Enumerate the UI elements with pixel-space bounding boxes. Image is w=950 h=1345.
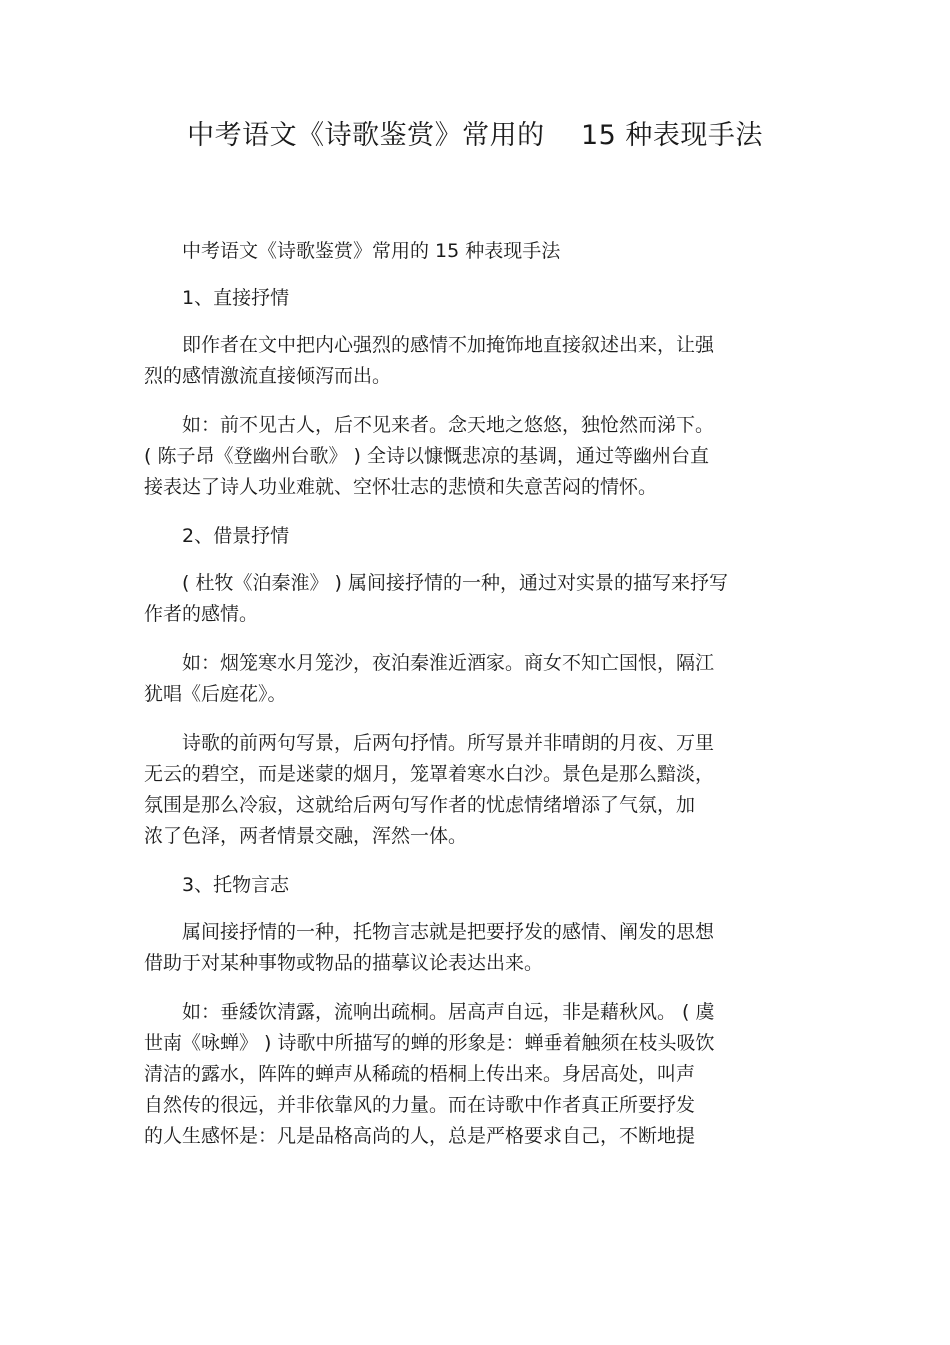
paragraph: 如：前不见古人，后不见来者。念天地之悠悠，独怆然而涕下。 ( 陈子昂《登幽州台歌》 ) 全诗以慷慨悲凉的基调，通过等幽州台直 接表达了诗人功业难就、空怀壮志的悲愤和失意苦闷的情怀。 (144, 414, 715, 498)
section-title: 中考语文《诗歌鉴赏》常用的 15 种表现手法 (182, 240, 561, 262)
paragraph: 诗歌的前两句写景，后两句抒情。所写景并非晴朗的月夜、万里 无云的碧空，而是迷蒙的烟月，笼罩着寒水白沙。景色是那么黯淡， 氛围是那么冷寂，这就给后两句写作者的忧虑情绪增添了气氛，加 浓了色泽，两者情景交融，浑然一体。 (144, 732, 715, 847)
section-heading-2: 2、借景抒情 (182, 525, 290, 547)
paragraph: 属间接抒情的一种，托物言志就是把要抒发的感情、阐发的思想 借助于对某种事物或物品的描摹议论表达出来。 (144, 921, 715, 974)
paragraph: 如：垂緌饮清露，流响出疏桐。居高声自远，非是藉秋风。 ( 虞 世南《咏蝉》 ) 诗歌中所描写的蝉的形象是：蝉垂着触须在枝头吸饮 清洁的露水，阵阵的蝉声从稀疏的梧桐上传出来。身居高处，叫声 自然传的很远，并非依靠风的力量。而在诗歌中作者真正所要抒发 的人生感怀是：凡是品格高尚的人，总是严格要求自己，不断地提 (144, 1001, 715, 1147)
paragraph: ( 杜牧《泊秦淮》 ) 属间接抒情的一种，通过对实景的描写来抒写 作者的感情。 (144, 572, 728, 625)
paragraph: 如：烟笼寒水月笼沙，夜泊秦淮近酒家。商女不知亡国恨，隔江 犹唱《后庭花》。 (144, 652, 715, 705)
document-title: 中考语文《诗歌鉴赏》常用的 15 种表现手法 (187, 120, 763, 151)
document-body (144, 236, 784, 1170)
paragraph: 即作者在文中把内心强烈的感情不加掩饰地直接叙述出来，让强 烈的感情激流直接倾泻而出。 (144, 334, 715, 387)
section-heading-3: 3、托物言志 (182, 874, 290, 896)
section-heading-1: 1、直接抒情 (182, 287, 290, 309)
